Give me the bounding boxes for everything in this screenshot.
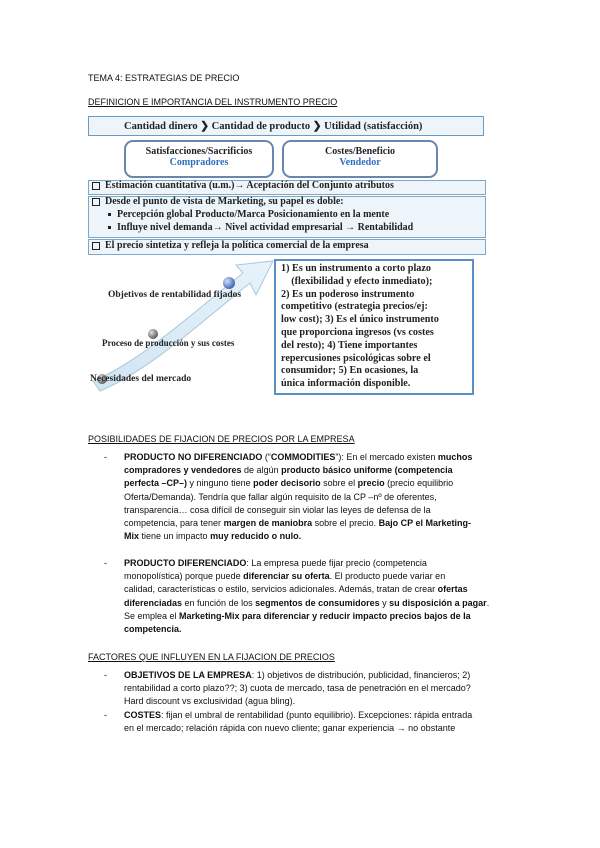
- line: compradores y vendedores de algún producto básico uniforme (competencia: [124, 465, 453, 476]
- bullet-dash: -: [104, 452, 107, 462]
- line: PRODUCTO DIFERENCIADO: La empresa puede fijar precio (competencia: [124, 558, 427, 568]
- line: en el mercado; relación rápida con nuevo cliente; ganar experiencia → no obstante: [124, 723, 456, 734]
- vendedor-line1: Costes/Beneficio: [325, 146, 395, 157]
- vendedor-line2: Vendedor: [339, 157, 381, 168]
- section-heading-posibilidades: POSIBILIDADES DE FIJACION DE PRECIOS POR LA EMPRESA: [88, 434, 355, 444]
- checkbox-icon: [92, 182, 100, 190]
- row-3-text: El precio sintetiza y refleja la política comercial de la empresa: [92, 240, 369, 251]
- precio-diagram: [88, 113, 500, 396]
- line: calidad, características o estilo, servicios adicionales. Además, tratan de crear ofertas: [124, 584, 468, 595]
- compradores-line1: Satisfacciones/Sacrificios: [145, 146, 253, 157]
- bullet-icon: [108, 213, 111, 216]
- arrow-label-top: Objetivos de rentabilidad fijados: [108, 290, 242, 300]
- line: Hard discount vs exclusividad (agua bling).: [124, 696, 296, 707]
- bullet-dash: -: [104, 558, 107, 568]
- features-box-line: repercusiones psicológicas sobre el: [281, 352, 431, 364]
- compradores-box: [124, 140, 274, 178]
- row-2-bullet-1: Percepción global Producto/Marca Posicionamiento en la mente: [108, 209, 389, 220]
- ball-top-icon: [223, 277, 235, 289]
- row-2-text: Desde el punto de vista de Marketing, su papel es doble:: [92, 196, 344, 207]
- section-heading-factores: FACTORES QUE INFLUYEN EN LA FIJACION DE PRECIOS: [88, 652, 335, 662]
- features-box-line: (flexibilidad y efecto inmediato);: [281, 275, 433, 287]
- features-box-line: del resto); 4) Tiene importantes: [281, 339, 418, 351]
- checkbox-icon: [92, 242, 100, 250]
- line: Oferta/Demanda). Tendría que fallar algún requisito de la CP –nº de oferentes,: [124, 491, 437, 502]
- line: COSTES: fijan el umbral de rentabilidad (punto equilibrio). Excepciones: rápida entrada: [124, 710, 473, 720]
- arrow-label-bottom: Necesidades del mercado: [90, 374, 192, 384]
- checkbox-icon: [92, 198, 100, 206]
- features-box-line: low cost); 3) Es el único instrumento: [281, 314, 439, 326]
- producto-no-diferenciado-paragraph: [124, 451, 526, 543]
- line: transparencia… cosa difícil de conseguir sin violar las leyes de defensa de la: [124, 504, 431, 515]
- row-1-text: Estimación cuantitativa (u.m.)→ Aceptación del Conjunto atributos: [92, 180, 394, 191]
- row-2-bullet-2: Influye nivel demanda→ Nivel actividad empresarial → Rentabilidad: [108, 222, 413, 233]
- features-box: [274, 259, 474, 395]
- line: perfecta –CP–) y ninguno tiene poder decisorio sobre el precio (precio equilibrio: [124, 478, 454, 489]
- features-box-line: única información disponible.: [281, 378, 411, 390]
- line: competencia, para tener margen de maniobra sobre el precio. Bajo CP el Marketing-: [124, 518, 471, 529]
- arrow-label-middle: Proceso de producción y sus costes: [102, 338, 235, 348]
- term: PRODUCTO NO DIFERENCIADO: [124, 452, 263, 462]
- bullet-icon: [108, 226, 111, 229]
- line: monopolística) porque puede diferenciar su oferta. El producto puede variar en: [124, 571, 446, 582]
- diagram-top-bar-text: Cantidad dinero ❯ Cantidad de producto ❯ Utilidad (satisfacción): [124, 121, 423, 132]
- features-box-line: 1) Es un instrumento a corto plazo: [281, 263, 431, 274]
- producto-diferenciado-paragraph: [124, 557, 526, 636]
- objetivos-paragraph: [124, 669, 526, 709]
- line: OBJETIVOS DE LA EMPRESA: 1) objetivos de distribución, publicidad, financieros; 2): [124, 670, 471, 680]
- features-box-line: competitivo (estrategia precios/ej:: [281, 301, 428, 313]
- compradores-line2: Compradores: [169, 157, 229, 168]
- features-box-line: que proporciona ingresos (vs costes: [281, 326, 434, 338]
- line: Se emplea el Marketing-Mix para diferenciar y reducir impacto precios bajos de la: [124, 610, 471, 621]
- features-box-line: 2) Es un poderoso instrumento: [281, 288, 415, 300]
- line: competencia.: [124, 624, 182, 635]
- line: Mix tiene un impacto muy reducido o nulo.: [124, 531, 302, 542]
- line: diferenciadas en función de los segmentos de consumidores y su disposición a pagar.: [124, 597, 490, 608]
- features-box-line: consumidor; 5) En ocasiones, la: [281, 365, 419, 377]
- bullet-dash: -: [104, 670, 107, 680]
- section-heading-definicion: DEFINICION E IMPORTANCIA DEL INSTRUMENTO PRECIO: [88, 97, 338, 107]
- line: PRODUCTO NO DIFERENCIADO (“COMMODITIES”): En el mercado existen muchos: [124, 452, 473, 462]
- convergence-arrow-graphic: [88, 253, 278, 393]
- arrow-icon: [93, 261, 273, 391]
- costes-paragraph: [124, 709, 526, 735]
- line: rentabilidad a corto plazo??; 3) cuota de mercado, tasa de penetración en el mercado?: [124, 683, 471, 694]
- vendedor-box: [282, 140, 438, 178]
- features-box-lines: [281, 263, 467, 391]
- document-title: TEMA 4: ESTRATEGIAS DE PRECIO: [88, 73, 240, 83]
- bullet-dash: -: [104, 710, 107, 720]
